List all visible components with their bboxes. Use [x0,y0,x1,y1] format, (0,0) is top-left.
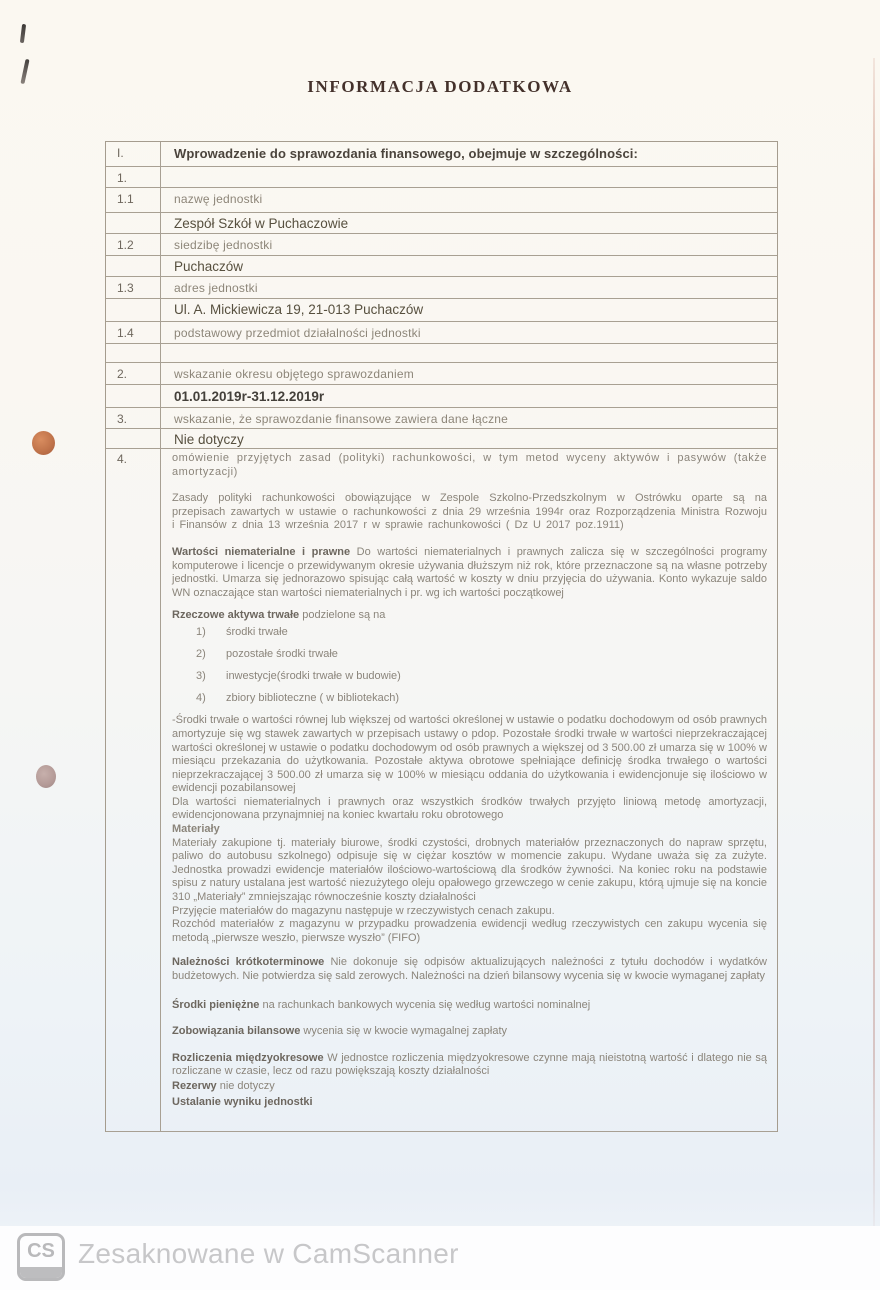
paragraph-srodki-trwale: -Środki trwałe o wartości równej lub większej od wartości określonej w ustawie o podatku dochodowym od osób prawnych amortyzuje się wg stawek zawartych w przepisach ustawy o pdop. Pozostałe środki trwałe w wartości nieprzekraczającej wartości określonej w ustawie o podatku dochodowym od osób prawnych a większej od 3 500.00 zł umarza się w 100% w miesiącu przekazania do użytkowania. Pozostałe aktywa obrotowe spełniające definicję środka trwałego o wartości nieprzekraczającej 3 500.00 zł umarza się w 100% w miesiącu oddania do użytkowania i ewidencjonuje się ilościowo w ewidencji pozabilansowej [172,714,767,795]
table-row [106,408,777,429]
row-number: 4. [106,449,161,1131]
row-number: I. [106,142,161,166]
row-number: 1. [106,167,161,187]
row-text: Wprowadzenie do sprawozdania finansowego, obejmuje w szczególności: [174,146,638,161]
paragraph-rzeczowe [172,609,767,623]
row-text [161,344,777,362]
scan-edge-line [873,58,875,1233]
table-row [106,277,777,299]
list-item-number: 4) [196,692,206,705]
table-row-section4 [106,449,777,1132]
paragraph-lead: Rezerwy [172,1079,217,1092]
row-number [106,429,161,448]
row-text: wskazanie okresu objętego sprawozdaniem [174,367,414,381]
row-text: Zespół Szkół w Puchaczowie [174,216,349,231]
camscanner-logo-bar [20,1267,62,1278]
section4-body [161,449,777,1131]
table-row [106,363,777,385]
row-number [106,299,161,321]
paragraph-text: Nie dokonuje się odpisów aktualizujących należności z tytułu dochodów i wydatków budżetowych. Nie potwierdza się sald zerowych. Należności na dzień bilansowy wycenia się w kwocie wymaganej zapłaty [172,956,768,982]
row-number: 1.2 [106,234,161,255]
paragraph-text: Do wartości niematerialnych i prawnych zalicza się w szczególności programy komputerowe i licencje o przewidywanym okresie używania dłuższym niż rok, które przeznaczone są na własne potrzeby jednostki. Umarza się jednorazowo spisując całą wartość w koszty w dniu przyjęcia do używania. Konto wykazuje saldo WN oznaczające stan wartości niematerialnych i pr. wg ich wartości początkowej [172,545,768,599]
paragraph-lead: Wartości niematerialne i prawne [172,545,351,558]
list-item [196,692,767,706]
paragraph-lead: Środki pieniężne [172,998,260,1011]
paragraph-rozchod: Rozchód materiałów z magazynu w przypadku prowadzenia ewidencji według rzeczywistych cen zakupu wycenia się metodą „pierwsze weszło, pierwsze wyszło” (FIFO) [172,918,767,944]
list-item-number: 3) [196,670,206,683]
list-item-text: środki trwałe [226,625,288,638]
row-number: 2. [106,363,161,384]
paragraph-lead: Należności krótkoterminowe [172,956,325,969]
paragraph-lead: Rzeczowe aktywa trwałe [172,609,300,622]
list-item [196,648,767,662]
row-text: Nie dotyczy [174,432,244,447]
row-text: Ul. A. Mickiewicza 19, 21-013 Puchaczów [174,302,424,317]
list-item-text: pozostałe środki trwałe [226,648,338,661]
list-item-number: 2) [196,648,206,661]
table-row [106,322,777,344]
paragraph-text: W jednostce rozliczenia międzyokresowe czynne mają nieistotną wartość i dlatego nie są rozliczane w czasie, lecz od razu powiększają koszty działalności [172,1051,767,1078]
paragraph-lead: Zobowiązania bilansowe [172,1025,301,1038]
row-text [161,167,777,187]
row-number [106,213,161,233]
row-number [106,385,161,407]
row-number [106,344,161,362]
paragraph-zasady: Zasady polityki rachunkowości obowiązujące w Zespole Szkolno-Przedszkolnym w Ostrówku oparte są na przepisach zawartych w ustawie o rachunkowości z dnia 29 września 1994r oraz Rozporządzenia Ministra Rozwoju i Finansów z dnia 13 września 2017 r w sprawie rachunkowości ( Dz U 2017 poz.1911) [172,492,767,532]
paragraph-materialy-heading: Materiały [172,823,220,836]
paragraph-przyjecie: Przyjęcie materiałów do magazynu następuje w rzeczywistych cenach zakupu. [172,904,555,917]
camscanner-footer [0,1226,880,1290]
document-table [105,141,778,1132]
list-item-text: zbiory biblioteczne ( w bibliotekach) [226,692,400,705]
paragraph-text: podzielone są na [299,609,386,622]
table-row [106,429,777,449]
row-text: 01.01.2019r-31.12.2019r [174,389,325,404]
paragraph-wartosci [172,546,767,600]
paragraph-rozliczenia [172,1052,767,1079]
row-number: 1.4 [106,322,161,343]
paragraph-zobowiazania [172,1025,767,1039]
table-row [106,188,777,213]
paragraph-ustalanie [172,1096,767,1110]
list-item [196,626,767,640]
paragraph-materialy: Materiały zakupione tj. materiały biurowe, środki czystości, drobnych materiałów przeznaczonych do napraw sprzętu, paliwo do autobusu szkolnego) odpisuje się w ciężar kosztów w momencie zakupu. Wydane uważa się za zużyte. Jednostka prowadzi ewidencje materiałów ilościowo-wartościową dla środków żywności. Na koniec roku na podstawie spisu z natury ustalana jest wartość niezużytego oleju opałowego grzewczego w cenie zakupu, którą ujmuje się na koncie 310 „Materiały” zmniejszając równocześnie koszty działalności [172,836,767,904]
table-row [106,344,777,363]
row-text: adres jednostki [174,281,258,295]
list-item-number: 1) [196,625,206,638]
row-number: 1.1 [106,188,161,212]
row-text: podstawowy przedmiot działalności jednostki [174,326,421,340]
paragraph-lead: Rozliczenia międzyokresowe [172,1051,324,1064]
camscanner-watermark-text: Zesaknowane w CamScanner [78,1238,459,1269]
document-title: INFORMACJA DODATKOWA [307,77,573,96]
paragraph-rezerwy [172,1080,767,1094]
hole-punch-top [32,431,55,455]
row-text: Puchaczów [174,259,244,274]
row-number: 1.3 [106,277,161,298]
table-row [106,142,777,167]
table-row [106,256,777,277]
paragraph-text: nie dotyczy [216,1079,275,1092]
paragraph-lead: Ustalanie wyniku jednostki [172,1095,313,1108]
paragraph-text: wycenia się w kwocie wymagalnej zapłaty [300,1025,508,1038]
table-row [106,213,777,234]
row-text: siedzibę jednostki [174,238,273,252]
row-text: nazwę jednostki [174,192,263,206]
camscanner-logo-icon [17,1233,65,1281]
camscanner-logo-text: CS [27,1239,55,1262]
row-number [106,256,161,276]
asset-type-list [196,626,767,706]
row-text: wskazanie, że sprawozdanie finansowe zawiera dane łączne [174,412,509,426]
row-number: 3. [106,408,161,428]
table-row [106,299,777,322]
paragraph-srodki-pieniezne [172,999,767,1013]
table-row [106,167,777,188]
pen-mark-top [20,24,26,43]
list-item [196,670,767,684]
paragraph-text: na rachunkach bankowych wycenia się według wartości nominalnej [259,998,591,1011]
paragraph-naleznosci [172,956,767,983]
list-item-text: inwestycje(środki trwałe w budowie) [226,670,401,683]
paragraph-dla-wartosci: Dla wartości niematerialnych i prawnych oraz wszystkich środków trwałych przyjęto liniową metodę amortyzacji, ewidencjonowana przynajmniej na koniec kwartału roku obrotowego [172,795,767,822]
table-row [106,385,777,408]
hole-punch-bottom [36,765,56,788]
paragraph-intro: omówienie przyjętych zasad (polityki) rachunkowości, w tym metod wyceny aktywów i pasywów (także amortyzacji) [172,452,767,478]
table-row [106,234,777,256]
